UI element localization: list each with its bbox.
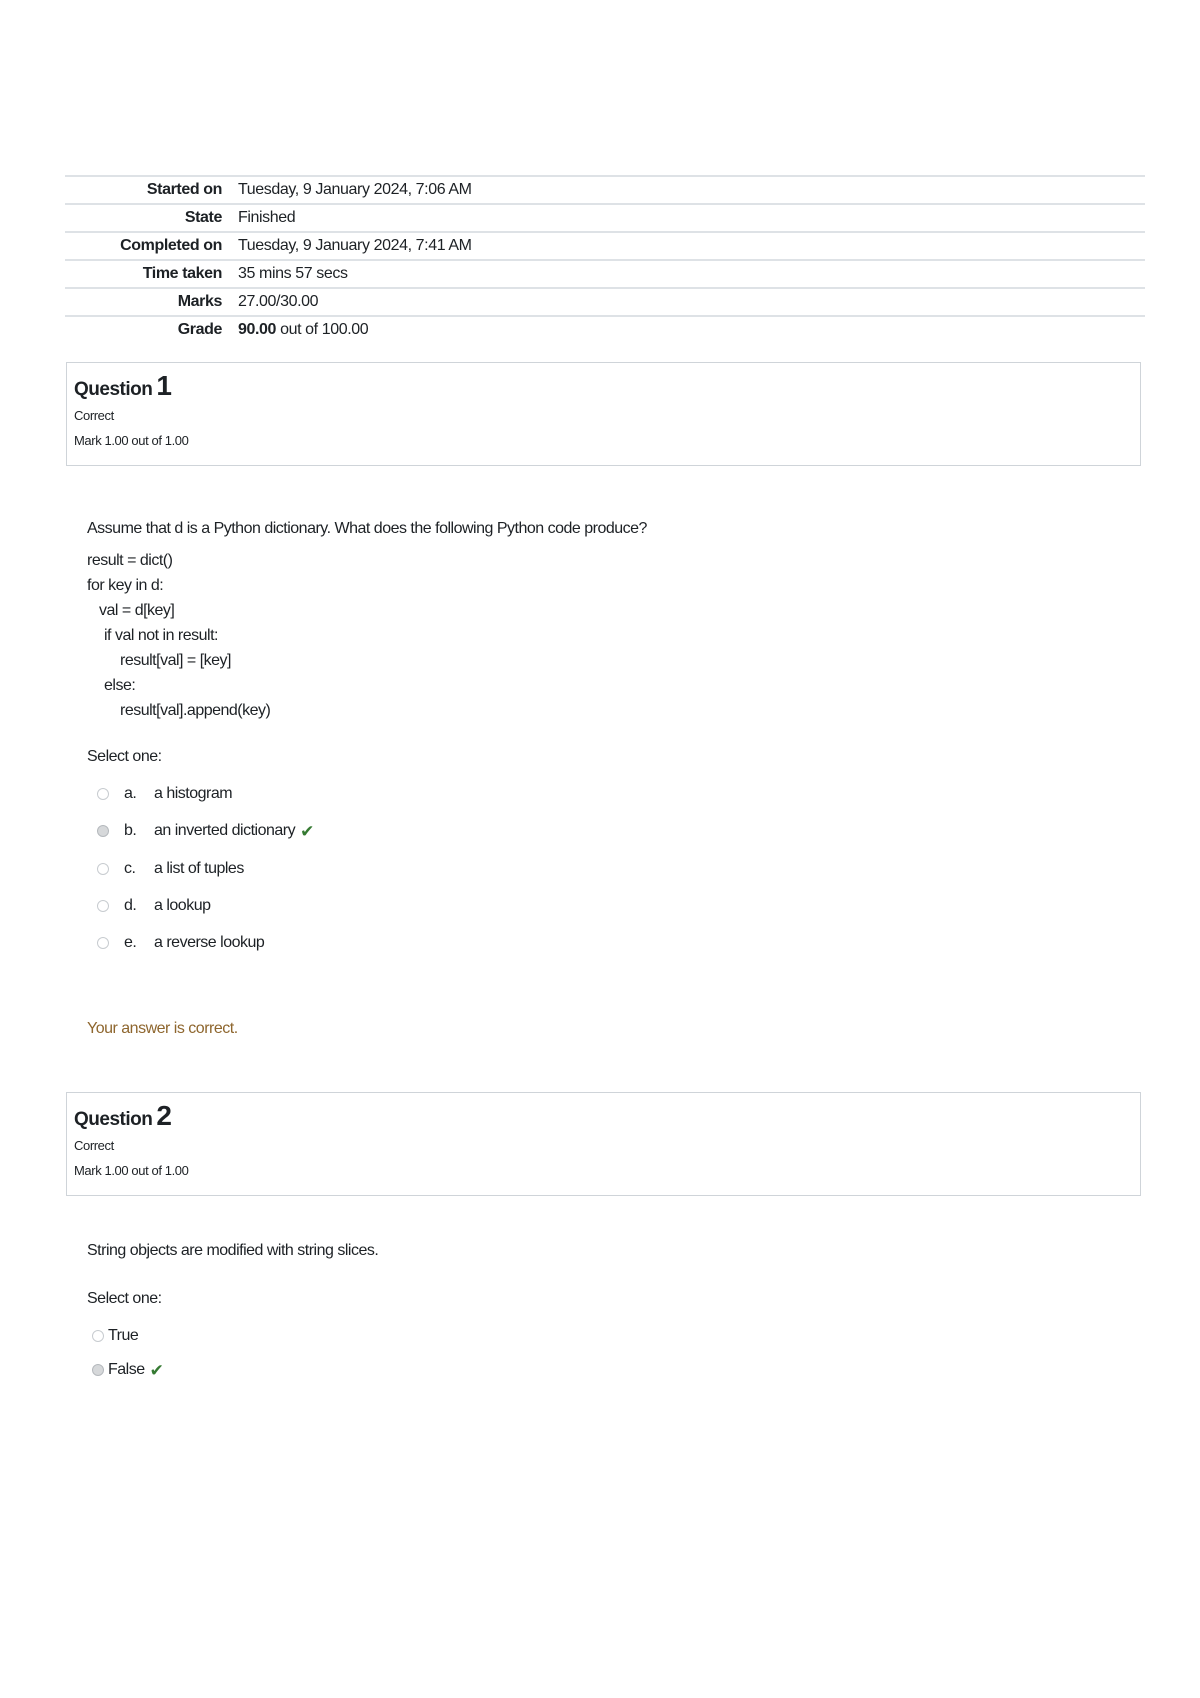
option-letter: a.	[124, 785, 137, 802]
option-letter: c.	[124, 860, 136, 877]
summary-label: Completed on	[65, 232, 238, 260]
summary-row-grade	[65, 316, 1145, 343]
option-text: a lookup	[154, 897, 211, 914]
summary-row-state	[65, 204, 1145, 232]
question-2-text: String objects are modified with string slices.	[87, 1242, 379, 1259]
question-number-value: 2	[156, 1100, 172, 1131]
code-line: result = dict()	[87, 552, 173, 569]
radio-button[interactable]	[97, 900, 109, 912]
question-grade: Mark 1.00 out of 1.00	[74, 1163, 189, 1178]
question-state: Correct	[74, 1138, 114, 1153]
answer-option-b[interactable]	[97, 819, 314, 843]
code-line: result[val].append(key)	[120, 702, 271, 719]
radio-button[interactable]	[92, 1330, 104, 1342]
option-text: an inverted dictionary	[154, 822, 296, 839]
question-1-info	[66, 362, 1141, 466]
summary-row-completed	[65, 232, 1145, 260]
summary-label: Grade	[65, 316, 238, 343]
answer-option-d[interactable]	[97, 894, 211, 918]
radio-button[interactable]	[97, 788, 109, 800]
summary-value: Finished	[238, 204, 1145, 232]
answer-option-false[interactable]	[92, 1358, 163, 1382]
summary-row-marks	[65, 288, 1145, 316]
check-icon: ✔	[300, 821, 314, 841]
answer-option-e[interactable]	[97, 931, 264, 955]
option-letter: d.	[124, 897, 137, 914]
radio-button[interactable]	[97, 863, 109, 875]
summary-value: Tuesday, 9 January 2024, 7:06 AM	[238, 176, 1145, 204]
summary-row-time-taken	[65, 260, 1145, 288]
question-grade: Mark 1.00 out of 1.00	[74, 433, 189, 448]
attempt-summary-table	[65, 175, 1145, 343]
question-label: Question	[74, 1109, 153, 1130]
option-text: False	[108, 1361, 145, 1378]
radio-button-selected[interactable]	[97, 825, 109, 837]
summary-label: Started on	[65, 176, 238, 204]
option-text: a reverse lookup	[154, 934, 265, 951]
select-one-prompt: Select one:	[87, 1290, 162, 1307]
summary-value: Tuesday, 9 January 2024, 7:41 AM	[238, 232, 1145, 260]
question-1-text: Assume that d is a Python dictionary. What does the following Python code produce?	[87, 520, 647, 537]
option-letter: e.	[124, 934, 137, 951]
summary-value	[238, 316, 1145, 343]
grade-out-of: out of 100.00	[280, 321, 369, 338]
summary-label: State	[65, 204, 238, 232]
code-line: result[val] = [key]	[120, 652, 231, 669]
answer-option-a[interactable]	[97, 782, 232, 806]
code-line: if val not in result:	[104, 627, 218, 644]
feedback-message: Your answer is correct.	[87, 1020, 238, 1037]
question-2-info	[66, 1092, 1141, 1196]
summary-label: Marks	[65, 288, 238, 316]
summary-row-started	[65, 176, 1145, 204]
summary-label: Time taken	[65, 260, 238, 288]
option-text: a histogram	[154, 785, 233, 802]
radio-button[interactable]	[97, 937, 109, 949]
grade-value: 90.00	[238, 321, 277, 338]
option-text: True	[108, 1327, 139, 1344]
option-text: a list of tuples	[154, 860, 244, 877]
question-label: Question	[74, 379, 153, 400]
question-number-value: 1	[156, 370, 172, 401]
check-icon: ✔	[149, 1360, 164, 1380]
code-line: for key in d:	[87, 577, 164, 594]
answer-option-true[interactable]	[92, 1324, 138, 1348]
question-state: Correct	[74, 408, 114, 423]
question-number	[74, 1102, 1133, 1134]
select-one-prompt: Select one:	[87, 748, 162, 765]
answer-option-c[interactable]	[97, 857, 244, 881]
summary-value: 27.00/30.00	[238, 288, 1145, 316]
radio-button-selected[interactable]	[92, 1364, 104, 1376]
code-line: val = d[key]	[99, 602, 175, 619]
question-number	[74, 372, 1133, 404]
option-letter: b.	[124, 822, 137, 839]
code-line: else:	[104, 677, 136, 694]
summary-value: 35 mins 57 secs	[238, 260, 1145, 288]
